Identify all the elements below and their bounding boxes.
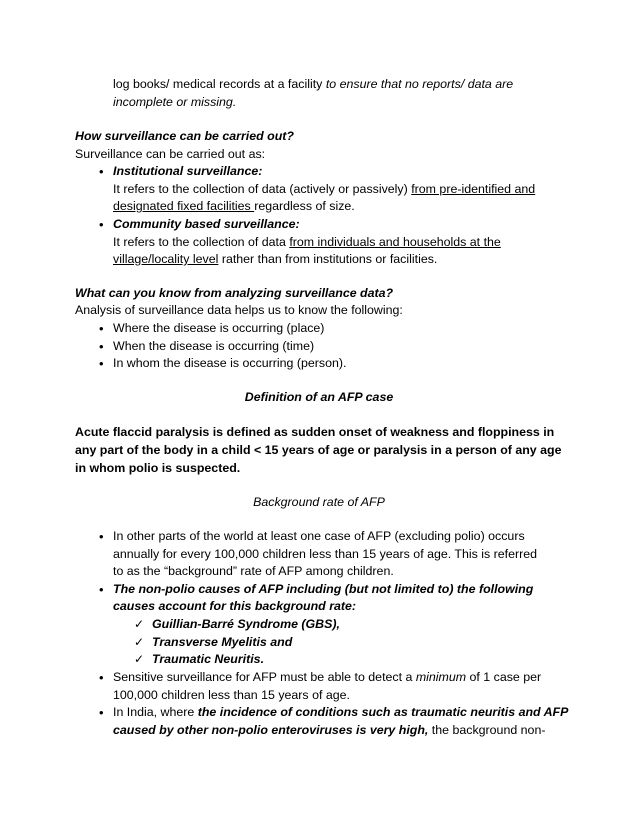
background-b2-line-1: The non-polio causes of AFP including (but not limited to) the following xyxy=(113,582,534,596)
background-b1-line-3: to as the “background” rate of AFP among children. xyxy=(113,564,394,578)
community-underlined: from individuals and households at the xyxy=(289,235,501,249)
b4-text-2: the background non- xyxy=(428,723,546,737)
bullet-icon: • xyxy=(99,339,104,354)
cause-traumatic-neuritis: Traumatic Neuritis. xyxy=(152,652,265,666)
institutional-underlined: from pre-identified and xyxy=(411,182,536,196)
how-lead: Surveillance can be carried out as: xyxy=(75,147,266,161)
b4-bold-italic: the incidence of conditions such as traumatic neuritis and AFP xyxy=(197,705,569,719)
community-line-1 xyxy=(113,234,501,252)
b3-italic: minimum xyxy=(415,670,467,684)
bullet-icon: • xyxy=(99,705,104,720)
definition-line-3: in whom polio is suspected. xyxy=(75,461,241,475)
know-item-time: When the disease is occurring (time) xyxy=(113,339,315,353)
b4-text: In India, where xyxy=(113,705,198,719)
institutional-line-2 xyxy=(113,198,355,216)
cause-gbs: Guillian-Barré Syndrome (GBS), xyxy=(152,617,340,631)
background-b3-line-2: 100,000 children less than 15 years of age. xyxy=(113,688,350,702)
check-icon: ✓ xyxy=(134,635,145,649)
institutional-text-2: regardless of size. xyxy=(254,199,355,213)
intro-text: log books/ medical records at a facility xyxy=(113,77,326,91)
background-b1-line-1: In other parts of the world at least one case of AFP (excluding polio) occurs xyxy=(113,529,525,543)
know-lead: Analysis of surveillance data helps us to know the following: xyxy=(75,303,403,317)
community-line-2 xyxy=(113,251,437,269)
bullet-icon: • xyxy=(99,356,104,371)
community-text-2: rather than from institutions or facilities. xyxy=(218,252,438,266)
definition-line-1: Acute flaccid paralysis is defined as sudden onset of weakness and floppiness in xyxy=(75,425,555,439)
definition-heading: Definition of an AFP case xyxy=(244,390,394,404)
bullet-icon: • xyxy=(99,670,104,685)
intro-line-1 xyxy=(113,76,513,94)
bullet-icon: • xyxy=(99,164,104,179)
intro-line-2: incomplete or missing. xyxy=(113,95,237,109)
background-b4-line-2 xyxy=(113,722,545,740)
community-underlined-2: village/locality level xyxy=(113,252,219,266)
community-text: It refers to the collection of data xyxy=(113,235,290,249)
b3-text: Sensitive surveillance for AFP must be able to detect a xyxy=(113,670,416,684)
institutional-underlined-2: designated fixed facilities xyxy=(113,199,255,213)
bullet-icon: • xyxy=(99,529,104,544)
background-b2-line-2: causes account for this background rate: xyxy=(113,599,357,613)
cause-transverse-myelitis: Transverse Myelitis and xyxy=(152,635,293,649)
community-title: Community based surveillance: xyxy=(113,217,300,231)
institutional-title: Institutional surveillance: xyxy=(113,164,263,178)
bullet-icon: • xyxy=(99,217,104,232)
institutional-line-1 xyxy=(113,181,535,199)
how-heading: How surveillance can be carried out? xyxy=(75,129,294,143)
background-b1-line-2: annually for every 100,000 children less than 15 years of age. This is referred xyxy=(113,547,538,561)
bullet-icon: • xyxy=(99,582,104,597)
check-icon: ✓ xyxy=(134,652,145,666)
know-item-person: In whom the disease is occurring (person). xyxy=(113,356,347,370)
know-item-place: Where the disease is occurring (place) xyxy=(113,321,325,335)
b4-bold-italic-2: caused by other non-polio enteroviruses is very high, xyxy=(113,723,429,737)
background-b4-line-1 xyxy=(113,704,568,722)
know-heading: What can you know from analyzing surveillance data? xyxy=(75,286,394,300)
definition-line-2: any part of the body in a child < 15 years of age or paralysis in a person of any age xyxy=(75,443,562,457)
intro-italic-text: to ensure that no reports/ data are xyxy=(325,77,514,91)
background-heading: Background rate of AFP xyxy=(253,495,385,509)
institutional-text: It refers to the collection of data (actively or passively) xyxy=(113,182,412,196)
b3-text-rest: of 1 case per xyxy=(466,670,542,684)
check-icon: ✓ xyxy=(134,617,145,631)
bullet-icon: • xyxy=(99,321,104,336)
background-b3-line-1 xyxy=(113,669,541,687)
